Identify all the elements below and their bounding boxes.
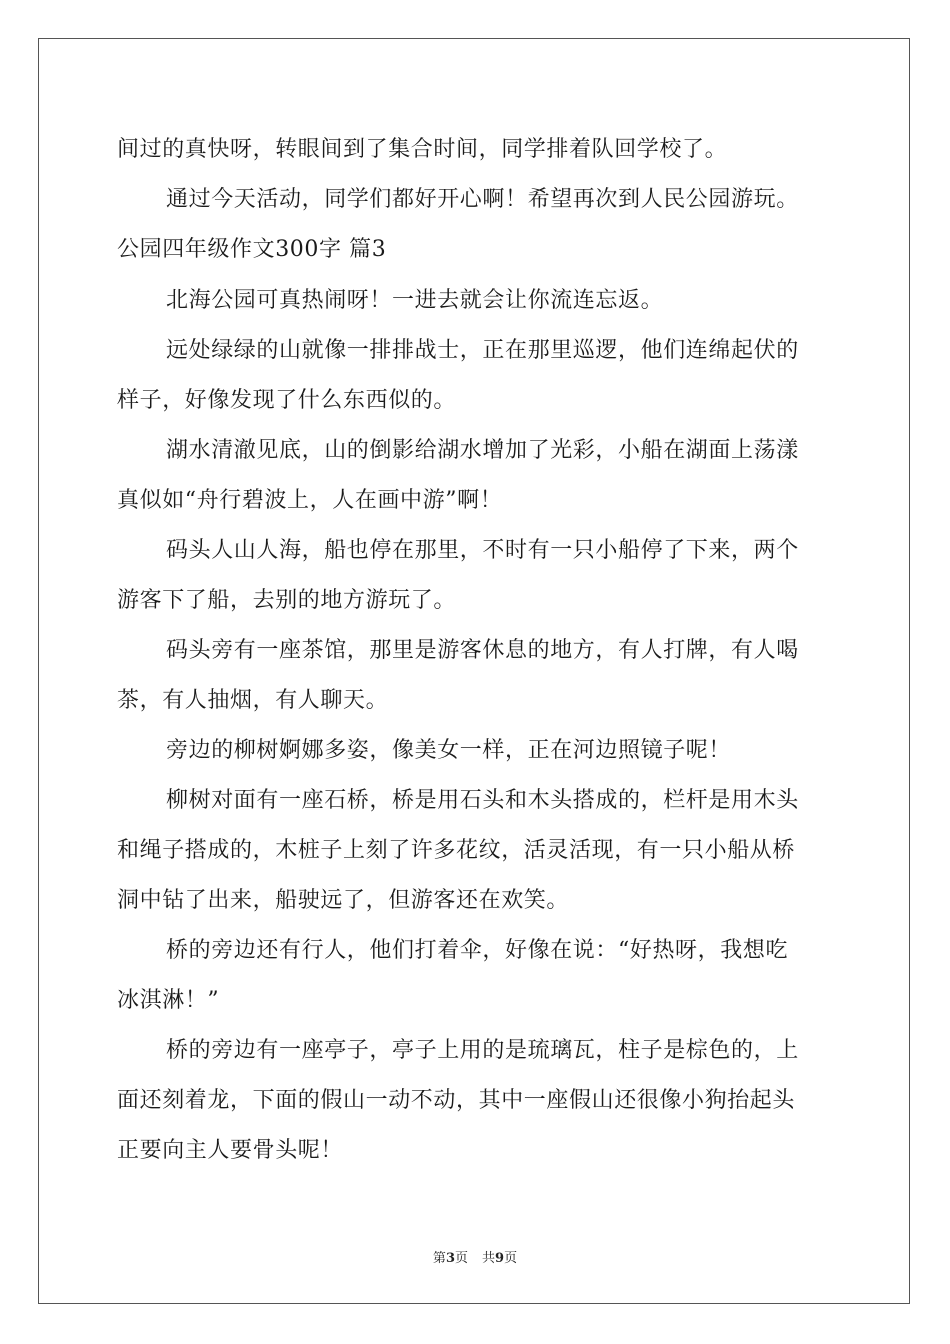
text-line: 正要向主人要骨头呢！ bbox=[117, 1138, 344, 1163]
paragraph-line: 桥的旁边还有行人，他们打着伞，好像在说：“好热呀，我想吃 bbox=[166, 938, 789, 963]
page-prefix: 第 bbox=[432, 1251, 446, 1266]
text-line: 面还刻着龙，下面的假山一动不动，其中一座假山还很像小狗抬起头 bbox=[117, 1088, 796, 1113]
page-suffix: 页 bbox=[454, 1251, 468, 1266]
text-line: 间过的真快呀，转眼间到了集合时间，同学排着队回学校了。 bbox=[117, 137, 728, 162]
text-line: 样子，好像发现了什么东西似的。 bbox=[117, 388, 457, 413]
page-total: 9 bbox=[495, 1251, 505, 1266]
text-line: 和绳子搭成的，木桩子上刻了许多花纹，活灵活现，有一只小船从桥 bbox=[117, 838, 796, 863]
text-line: 游客下了船，去别的地方游玩了。 bbox=[117, 588, 457, 613]
paragraph-line: 通过今天活动，同学们都好开心啊！希望再次到人民公园游玩。 bbox=[166, 187, 799, 212]
text-line: 洞中钻了出来，船驶远了，但游客还在欢笑。 bbox=[117, 888, 570, 913]
text-line: 真似如“舟行碧波上，人在画中游”啊！ bbox=[117, 488, 503, 513]
paragraph-line: 远处绿绿的山就像一排排战士，正在那里巡逻，他们连绵起伏的 bbox=[166, 338, 799, 363]
paragraph-line: 码头旁有一座茶馆，那里是游客休息的地方，有人打牌，有人喝 bbox=[166, 638, 799, 663]
text-line: 茶，有人抽烟，有人聊天。 bbox=[117, 688, 389, 713]
total-suffix: 页 bbox=[504, 1251, 518, 1266]
paragraph-line: 湖水清澈见底，山的倒影给湖水增加了光彩，小船在湖面上荡漾 bbox=[166, 438, 799, 463]
paragraph-line: 北海公园可真热闹呀！一进去就会让你流连忘返。 bbox=[166, 288, 664, 313]
paragraph-line: 柳树对面有一座石桥，桥是用石头和木头搭成的，栏杆是用木头 bbox=[166, 788, 799, 813]
total-prefix: 共 bbox=[482, 1251, 496, 1266]
text-line: 冰淇淋！” bbox=[117, 988, 220, 1013]
paragraph-line: 码头人山人海，船也停在那里，不时有一只小船停了下来，两个 bbox=[166, 538, 799, 563]
page-footer bbox=[0, 1247, 950, 1266]
paragraph-line: 桥的旁边有一座亭子，亭子上用的是琉璃瓦，柱子是棕色的，上 bbox=[166, 1038, 799, 1063]
paragraph-line: 旁边的柳树婀娜多姿，像美女一样，正在河边照镜子呢！ bbox=[166, 738, 732, 763]
section-heading: 公园四年级作文300字 篇3 bbox=[117, 237, 387, 262]
page-current: 3 bbox=[445, 1251, 455, 1266]
